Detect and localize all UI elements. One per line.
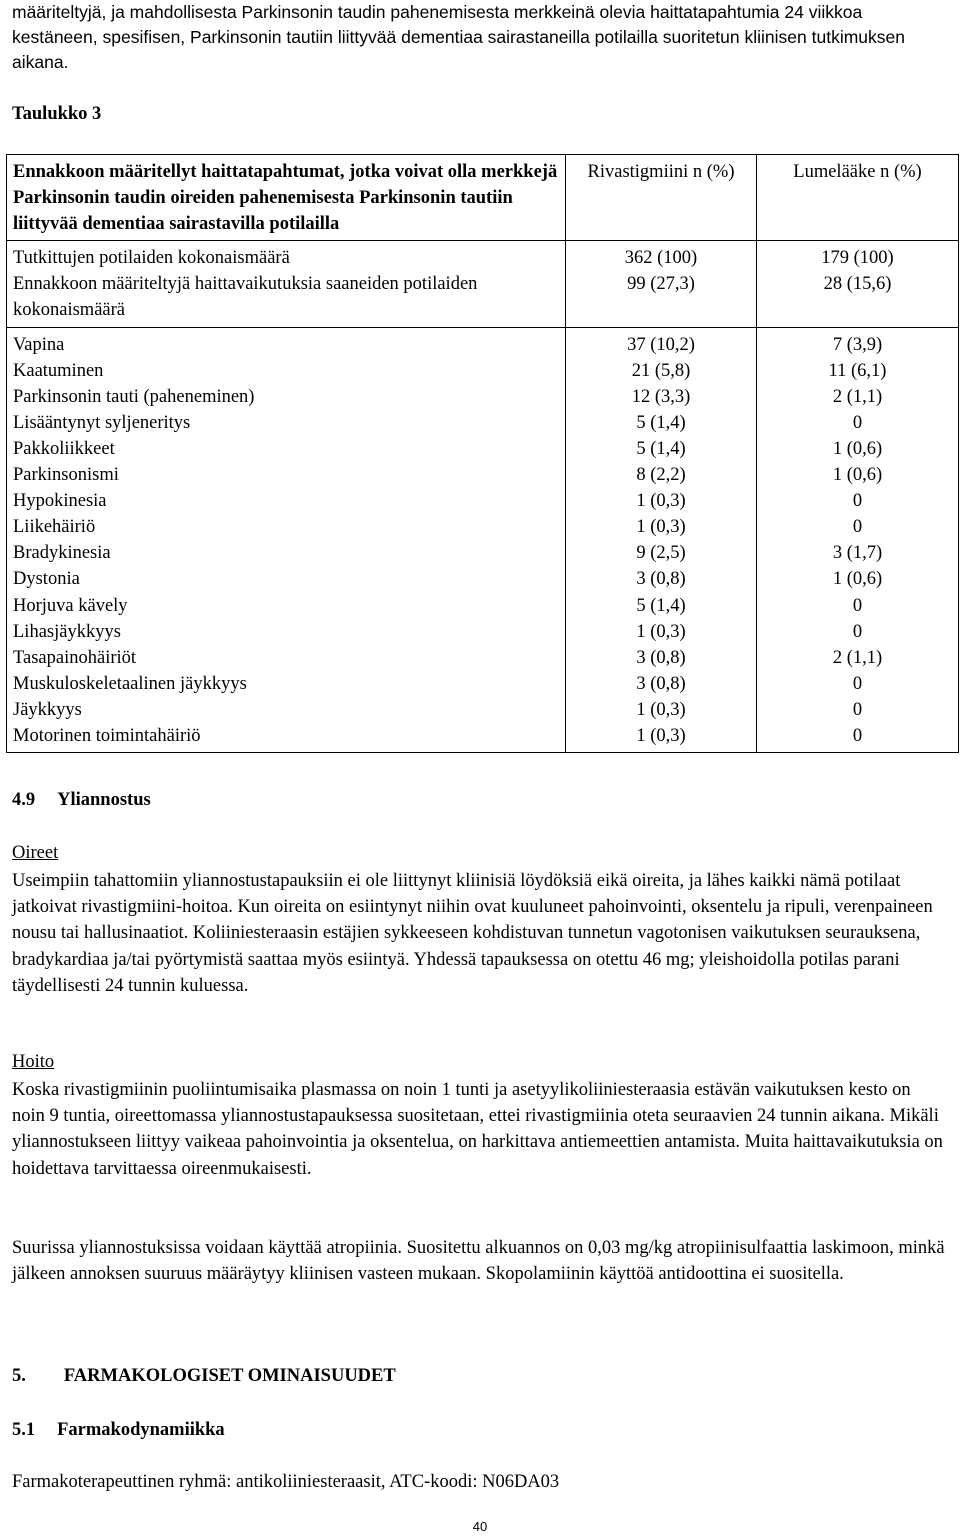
event-rivastigmine-value: 12 (3,3) — [631, 386, 691, 407]
event-name: Motorinen toimintahäiriö — [13, 725, 201, 746]
event-rivastigmine-cell — [566, 327, 757, 753]
event-placebo-value: 0 — [852, 621, 863, 642]
hoito-heading: Hoito — [12, 1052, 55, 1072]
event-placebo-value: 0 — [852, 491, 863, 512]
section-5-1-title: Farmakodynamiikka — [57, 1420, 225, 1440]
atc-paragraph: Farmakoterapeuttinen ryhmä: antikoliiniesteraasit, ATC-koodi: N06DA03 — [12, 1472, 560, 1492]
event-placebo-value: 0 — [852, 699, 863, 720]
event-name: Tasapainohäiriöt — [13, 647, 137, 668]
event-name: Hypokinesia — [13, 491, 107, 512]
section-5-heading — [12, 1366, 396, 1387]
event-name: Bradykinesia — [13, 543, 111, 564]
totals-rivastigmine-studied: 362 (100) — [624, 248, 698, 269]
section-5-1-number: 5.1 — [12, 1420, 36, 1440]
totals-label-studied: Tutkittujen potilaiden kokonaismäärä — [13, 248, 290, 269]
event-name: Lihasjäykkyys — [13, 621, 121, 642]
event-placebo-value: 2 (1,1) — [832, 386, 883, 407]
event-name: Parkinsonismi — [13, 465, 119, 486]
table-title: Taulukko 3 — [12, 104, 102, 124]
event-rivastigmine-value: 9 (2,5) — [636, 543, 686, 564]
event-rivastigmine-value: 3 (0,8) — [636, 673, 686, 694]
event-rivastigmine-value: 1 (0,3) — [636, 699, 686, 720]
section-5-number: 5. — [12, 1366, 26, 1386]
event-placebo-value: 0 — [852, 517, 863, 538]
event-rivastigmine-value: 8 (2,2) — [636, 465, 686, 486]
totals-rivastigmine — [566, 241, 757, 327]
event-placebo-value: 0 — [852, 412, 863, 433]
event-rivastigmine-value: 1 (0,3) — [636, 491, 686, 512]
section-4-9-heading — [12, 790, 151, 811]
event-names-cell — [7, 327, 566, 753]
event-rivastigmine-value: 1 (0,3) — [636, 621, 686, 642]
event-placebo-value: 1 (0,6) — [832, 465, 883, 486]
event-placebo-value: 7 (3,9) — [832, 334, 883, 355]
event-name: Dystonia — [13, 569, 80, 590]
event-placebo-value: 3 (1,7) — [832, 543, 883, 564]
event-placebo-value: 0 — [852, 673, 863, 694]
event-rivastigmine-value: 5 (1,4) — [636, 412, 686, 433]
event-name: Vapina — [13, 334, 65, 355]
event-placebo-value: 1 (0,6) — [832, 438, 883, 459]
header-placebo: Lumelääke n (%) — [757, 155, 959, 241]
hoito-paragraph-1: Koska rivastigmiinin puoliintumisaika plasmassa on noin 1 tunti ja asetyylikoliiniesteraasia estävän vaikutuksen kesto on noin 9 tuntia, oireettomassa yliannostustapauksessa suositetaan, ettei rivastigmiinia oteta seuraavien 24 tunnin aikana. Mikäli yliannostukseen liittyy vaikeaa pahoinvointia ja oksentelua, on harkittava antiemeettien antamista. Muita haittavaikutuksia on hoidettava tarvittaessa oireenmukaisesti. — [12, 1080, 943, 1179]
totals-labels — [7, 241, 566, 327]
event-rivastigmine-value: 3 (0,8) — [636, 569, 686, 590]
adverse-events-table — [6, 154, 959, 753]
event-name: Muskuloskeletaalinen jäykkyys — [13, 673, 247, 694]
event-rivastigmine-value: 5 (1,4) — [636, 595, 686, 616]
totals-rivastigmine-events: 99 (27,3) — [627, 274, 695, 295]
event-placebo-value: 0 — [852, 595, 863, 616]
table-events-row — [7, 327, 959, 753]
event-placebo-cell — [757, 327, 959, 753]
header-rivastigmine: Rivastigmiini n (%) — [566, 155, 757, 241]
event-rivastigmine-value: 5 (1,4) — [636, 438, 686, 459]
event-placebo-value: 11 (6,1) — [828, 360, 887, 381]
oireet-heading: Oireet — [12, 843, 59, 863]
event-name: Pakkoliikkeet — [13, 438, 115, 459]
event-placebo-value: 1 (0,6) — [832, 569, 883, 590]
event-rivastigmine-value: 21 (5,8) — [631, 360, 691, 381]
section-5-1-heading — [12, 1420, 225, 1441]
event-name: Lisääntynyt syljeneritys — [13, 412, 191, 433]
table-totals-row — [7, 241, 959, 327]
event-name: Liikehäiriö — [13, 517, 96, 538]
totals-placebo-events: 28 (15,6) — [823, 274, 892, 295]
page-number: 40 — [472, 1519, 488, 1534]
section-5-title: FARMAKOLOGISET OMINAISUUDET — [63, 1366, 396, 1386]
event-placebo-value: 2 (1,1) — [832, 647, 883, 668]
event-name: Horjuva kävely — [13, 595, 128, 616]
event-rivastigmine-value: 1 (0,3) — [636, 517, 686, 538]
totals-placebo — [757, 241, 959, 327]
header-events: Ennakkoon määritellyt haittatapahtumat, jotka voivat olla merkkejä Parkinsonin taudin oireiden pahenemisesta Parkinsonin tautiin liittyvää dementiaa sairastavilla potilailla — [7, 155, 566, 241]
event-rivastigmine-value: 1 (0,3) — [636, 725, 686, 746]
event-placebo-value: 0 — [852, 725, 863, 746]
event-name: Parkinsonin tauti (paheneminen) — [13, 386, 255, 407]
intro-paragraph: määriteltyjä, ja mahdollisesta Parkinsonin taudin pahenemisesta merkkeinä olevia haittatapahtumia 24 viikkoa kestäneen, spesifisen, Parkinsonin tautiin liittyvää dementiaa sairastaneilla potilailla suoritetun kliinisen tutkimuksen aikana. — [12, 2, 905, 72]
section-4-9-number: 4.9 — [12, 790, 36, 810]
oireet-paragraph: Useimpiin tahattomiin yliannostustapauksiin ei ole liittynyt kliinisiä löydöksiä eikä oireita, ja lähes kaikki nämä potilaat jatkoivat rivastigmiini-hoitoa. Kun oireita on esiintynyt niihin ovat kuuluneet pahoinvointi, oksentelu ja ripuli, verenpaineen nousu tai hallusinaatiot. Koliiniesteraasin estäjien sykkeeseen kohdistuvan tunnetun vagotonisen vaikutuksen seurauksena, bradykardiaa ja/tai pyörtymistä saattaa myös esiintyä. Yhdessä tapauksessa on otettu 46 mg; yleishoidolla potilas parani täydellisesti 24 tunnin kuluessa. — [12, 871, 933, 996]
event-name: Jäykkyys — [13, 699, 82, 720]
event-rivastigmine-value: 3 (0,8) — [636, 647, 686, 668]
hoito-paragraph-2: Suurissa yliannostuksissa voidaan käyttää atropiinia. Suositettu alkuannos on 0,03 mg/kg atropiinisulfaattia laskimoon, minkä jälkeen annoksen suuruus määräytyy kliinisen vasteen mukaan. Skopolamiinin käyttöä antidoottina ei suositella. — [12, 1238, 945, 1285]
totals-label-with-events: Ennakkoon määriteltyjä haittavaikutuksia saaneiden potilaiden kokonaismäärä — [13, 274, 478, 321]
section-4-9-title: Yliannostus — [57, 790, 151, 810]
event-rivastigmine-value: 37 (10,2) — [627, 334, 695, 355]
totals-placebo-studied: 179 (100) — [821, 248, 894, 269]
event-name: Kaatuminen — [13, 360, 104, 381]
table-header-row — [7, 155, 959, 241]
